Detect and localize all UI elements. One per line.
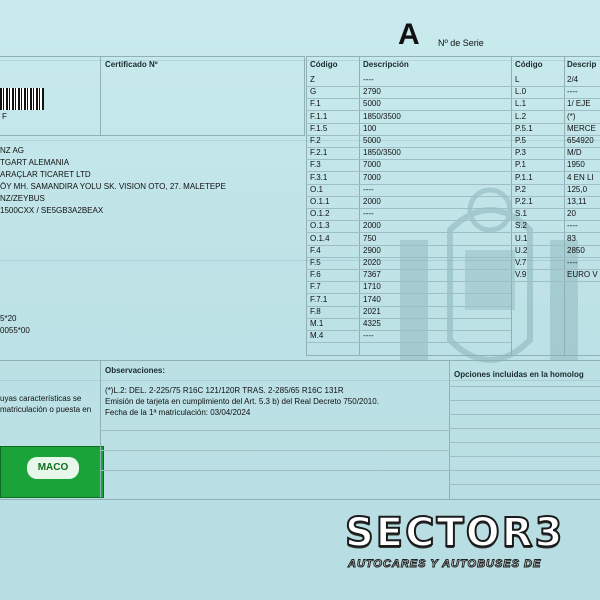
code-cell: Z: [310, 75, 315, 84]
observation-line: Emisión de tarjeta en cumplimiento del Art. 5.3 b) del Real Decreto 750/2010.: [105, 397, 379, 406]
code-cell: F.3: [310, 160, 321, 170]
value-cell: ----: [363, 209, 374, 219]
value-cell: ----: [363, 331, 374, 341]
code-cell: G: [310, 87, 317, 97]
value-cell: 2000: [363, 197, 381, 206]
options-label: Opciones incluidas en la homolog: [454, 370, 584, 379]
certificate-number-label: Certificado Nº: [105, 60, 158, 69]
value-cell: 654920: [567, 136, 594, 145]
observation-line: (*)L.2: DEL. 2-225/75 R16C 121/120R TRAS. 2-285/65 R16C 131R: [105, 386, 344, 395]
value-cell: 750: [363, 233, 377, 243]
value-cell: ----: [567, 221, 578, 231]
value-cell: 100: [363, 123, 377, 133]
owner-line: NZ AG: [0, 146, 25, 155]
value-cell: MERCE: [567, 123, 596, 133]
inspection-stamp: [0, 446, 104, 498]
code-cell: F.1.1: [310, 111, 328, 121]
barcode-icon: [0, 88, 44, 110]
value-cell: 1710: [363, 282, 381, 292]
serial-number-label: Nº de Serie: [438, 38, 484, 48]
watermark-subtitle: AUTOCARES Y AUTOBUSES DE: [348, 558, 542, 570]
value-cell: 2020: [363, 258, 381, 267]
descriptions-table-1: [359, 56, 512, 356]
code-cell: O.1.2: [310, 209, 330, 219]
codigo-header: Código: [310, 60, 338, 69]
code-cell: F.2.1: [310, 148, 328, 158]
value-cell: 7000: [363, 172, 381, 182]
value-cell: 2850: [567, 245, 585, 255]
code-cell: L.1: [515, 99, 527, 109]
category-letter: A: [398, 18, 420, 51]
code-cell: M.4: [310, 331, 324, 341]
barcode-suffix: F: [2, 112, 7, 121]
owner-line: NZ/ZEYBUS: [0, 194, 45, 203]
code-cell: L: [515, 75, 520, 84]
value-cell: 4325: [363, 319, 381, 328]
code-cell: O.1.1: [310, 197, 330, 206]
code-cell: F.3.1: [310, 172, 328, 182]
observations-label: Observaciones:: [105, 366, 166, 375]
value-cell: 7000: [363, 160, 381, 170]
code-cell: F.2: [310, 136, 321, 145]
note-line: matriculación o puesta en: [0, 405, 92, 414]
value-cell: EURO V: [567, 270, 598, 280]
value-cell: 1/ EJE: [567, 99, 591, 109]
value-cell: 7367: [363, 270, 381, 280]
descripcion-header-2: Descrip: [567, 60, 597, 69]
code-cell: U.1: [515, 233, 528, 243]
value-cell: 2900: [363, 245, 381, 255]
code-cell: L.2: [515, 111, 527, 121]
code-cell: L.0: [515, 87, 527, 97]
code-cell: F.7.1: [310, 294, 328, 304]
value-cell: 2000: [363, 221, 381, 231]
stamp-logo-text: MACO: [27, 457, 79, 479]
value-cell: 5000: [363, 136, 381, 145]
code-cell: P.5.1: [515, 123, 533, 133]
small-line: 5*20: [0, 314, 17, 323]
code-cell: O.1: [310, 184, 323, 194]
value-cell: 2790: [363, 87, 381, 97]
value-cell: 1740: [363, 294, 381, 304]
code-cell: F.1.5: [310, 123, 328, 133]
value-cell: ----: [567, 258, 578, 267]
code-cell: O.1.3: [310, 221, 330, 231]
value-cell: ----: [363, 75, 374, 84]
value-cell: 2/4: [567, 75, 579, 84]
value-cell: 83: [567, 233, 576, 243]
note-line: uyas características se: [0, 394, 82, 403]
code-cell: V.9: [515, 270, 527, 280]
code-cell: P.1: [515, 160, 526, 170]
watermark-brand: SECTOR3: [345, 510, 565, 556]
code-cell: F.6: [310, 270, 321, 280]
descripcion-header: Descripción: [363, 60, 409, 69]
code-cell: F.4: [310, 245, 321, 255]
value-cell: 4 EN LI: [567, 172, 594, 182]
value-cell: M/D: [567, 148, 582, 158]
options-box: [449, 360, 600, 500]
value-cell: (*): [567, 111, 576, 121]
value-cell: 2021: [363, 306, 381, 316]
observation-line: Fecha de la 1ª matriculación: 03/04/2024: [105, 408, 251, 417]
code-cell: F.1: [310, 99, 321, 109]
value-cell: 5000: [363, 99, 381, 109]
owner-line: ARAÇLAR TICARET LTD: [0, 170, 91, 179]
value-cell: 125,0: [567, 184, 588, 194]
value-cell: 13,11: [567, 197, 587, 206]
code-cell: P.5: [515, 136, 526, 145]
value-cell: 1850/3500: [363, 111, 401, 121]
small-line: 0055*00: [0, 326, 30, 335]
value-cell: 1950: [567, 160, 585, 170]
code-cell: S.2: [515, 221, 528, 231]
codigo-header-2: Código: [515, 60, 543, 69]
value-cell: 1850/3500: [363, 148, 401, 158]
code-cell: V.7: [515, 258, 527, 267]
owner-line: 1500CXX / SE5GB3A2BEAX: [0, 206, 104, 215]
value-cell: 20: [567, 209, 576, 219]
code-cell: P.3: [515, 148, 526, 158]
code-cell: F.5: [310, 258, 321, 267]
value-cell: ----: [567, 87, 578, 97]
code-cell: P.2.1: [515, 197, 533, 206]
code-cell: P.2: [515, 184, 526, 194]
code-cell: U.2: [515, 245, 528, 255]
owner-line: ÖY MH. SAMANDIRA YOLU SK. VISION OTO, 27. MALETEPE: [0, 182, 226, 191]
code-cell: F.8: [310, 306, 321, 316]
code-cell: M.1: [310, 319, 324, 328]
owner-line: TGART ALEMANIA: [0, 158, 70, 167]
value-cell: ----: [363, 184, 374, 194]
code-cell: P.1.1: [515, 172, 533, 182]
code-cell: O.1.4: [310, 233, 330, 243]
code-cell: S.1: [515, 209, 528, 219]
code-cell: F.7: [310, 282, 321, 292]
